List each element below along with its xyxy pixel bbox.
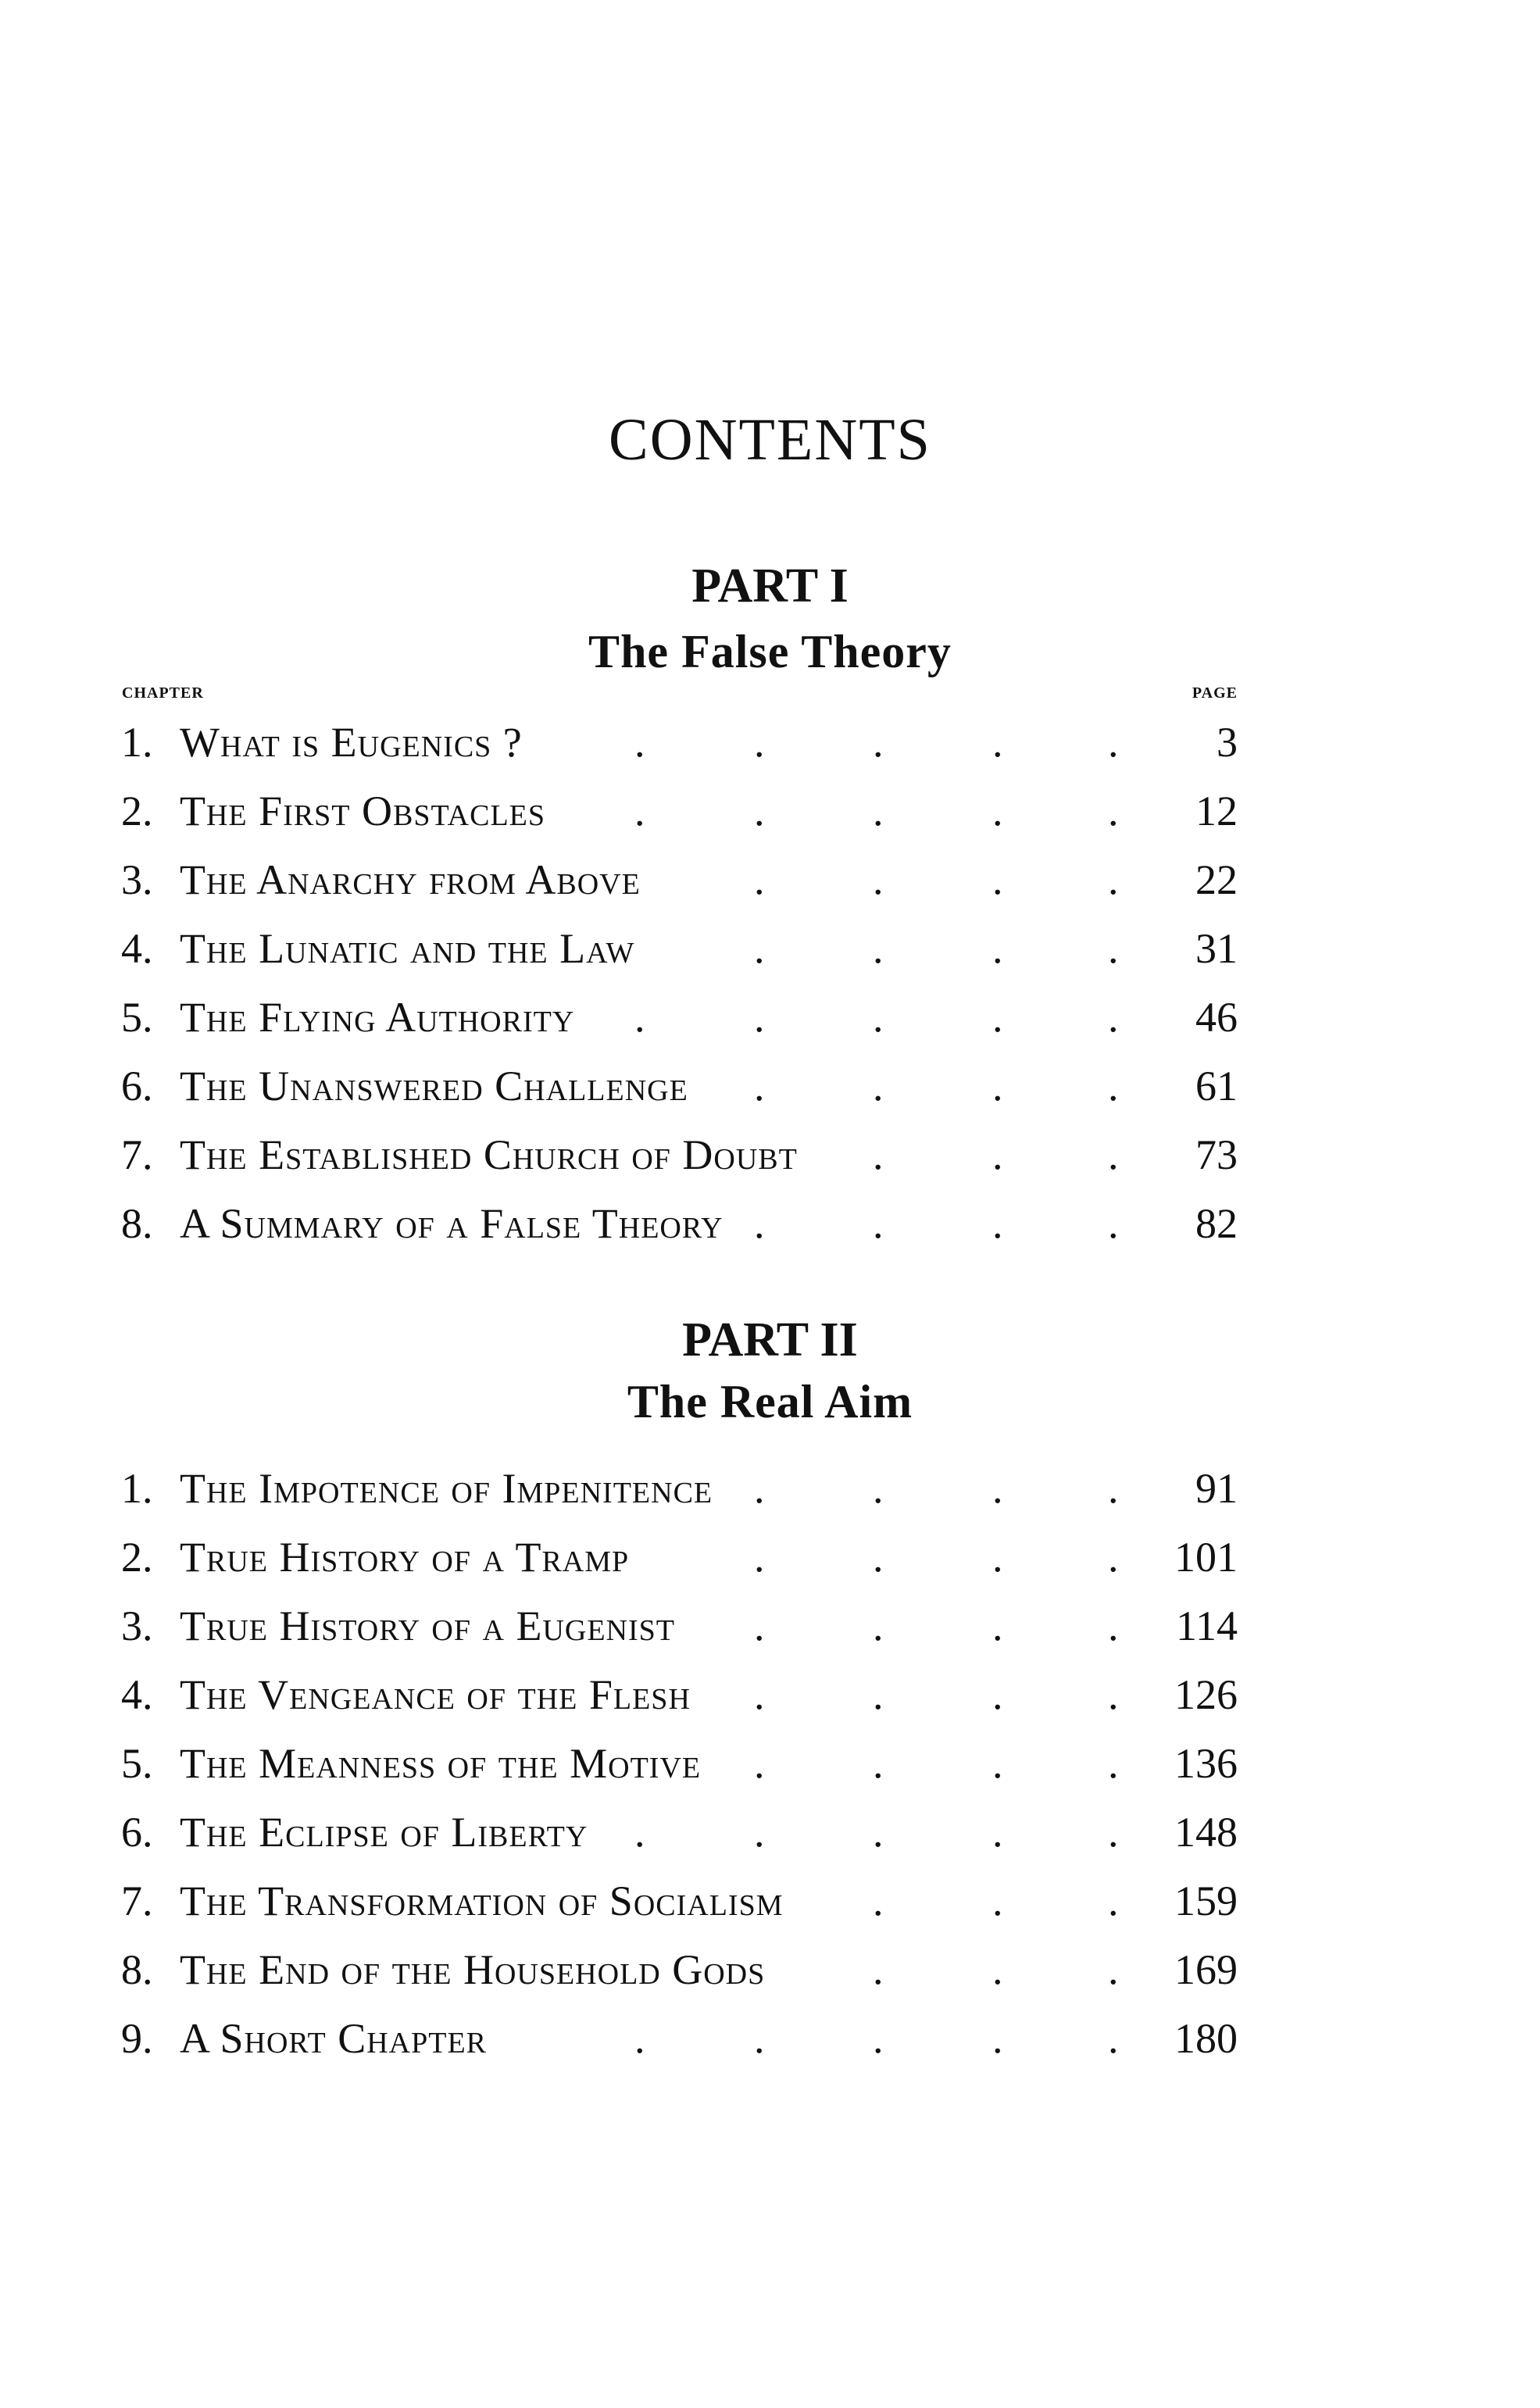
dot-leader: .	[992, 856, 1003, 903]
dot-leader: .	[873, 1877, 884, 1924]
dot-leader: .	[1108, 1534, 1119, 1581]
dot-leader: .	[992, 1131, 1003, 1178]
dot-leader: .	[873, 1534, 884, 1581]
dot-leader: .	[1108, 1877, 1119, 1924]
chapter-title: The Meanness of the Motive	[180, 1740, 702, 1787]
dot-leader: .	[992, 1200, 1003, 1247]
chapter-title: A Summary of a False Theory	[180, 1200, 724, 1247]
toc-entry[interactable]	[0, 1736, 1540, 1791]
chapter-title: The Flying Authority	[180, 994, 575, 1041]
dot-leader: .	[634, 788, 645, 834]
dot-leader: .	[992, 788, 1003, 834]
page-number: 46	[1195, 994, 1238, 1041]
dot-leader: .	[1108, 1740, 1119, 1787]
chapter-title: The Impotence of Impenitence	[180, 1465, 713, 1512]
page-number: 31	[1195, 925, 1238, 972]
page-number: 22	[1195, 856, 1238, 903]
dot-leader: .	[873, 719, 884, 766]
page-number: 136	[1174, 1740, 1238, 1787]
part-2-subtitle: The Real Aim	[627, 1376, 913, 1427]
chapter-number: 1.	[121, 1465, 153, 1512]
dot-leader: .	[754, 719, 765, 766]
dot-leader: .	[1108, 1465, 1119, 1512]
dot-leader: .	[754, 994, 765, 1041]
part-1-subtitle: The False Theory	[588, 626, 952, 677]
dot-leader: .	[1108, 994, 1119, 1041]
chapter-number: 5.	[121, 994, 153, 1041]
page-number: 180	[1174, 2015, 1238, 2062]
dot-leader: .	[1108, 1602, 1119, 1649]
chapter-number: 8.	[121, 1946, 153, 1993]
toc-entry[interactable]	[0, 1127, 1540, 1182]
dot-leader: .	[873, 856, 884, 903]
toc-entry[interactable]	[0, 1667, 1540, 1722]
dot-leader: .	[754, 1534, 765, 1581]
page-number: 91	[1195, 1465, 1238, 1512]
chapter-number: 7.	[121, 1131, 153, 1178]
dot-leader: .	[992, 719, 1003, 766]
dot-leader: .	[1108, 1131, 1119, 1178]
dot-leader: .	[754, 1465, 765, 1512]
page-number: 114	[1176, 1602, 1238, 1649]
page-number: 61	[1195, 1063, 1238, 1109]
dot-leader: .	[992, 994, 1003, 1041]
dot-leader: .	[634, 1809, 645, 1856]
chapter-number: 2.	[121, 1534, 153, 1581]
dot-leader: .	[992, 1465, 1003, 1512]
dot-leader: .	[1108, 1200, 1119, 1247]
chapter-number: 4.	[121, 925, 153, 972]
toc-entry[interactable]	[0, 1196, 1540, 1251]
dot-leader: .	[992, 1809, 1003, 1856]
dot-leader: .	[873, 1063, 884, 1109]
part-2-heading: PART II	[682, 1313, 858, 1367]
toc-entry[interactable]	[0, 1874, 1540, 1928]
dot-leader: .	[992, 1534, 1003, 1581]
page-number: 3	[1217, 719, 1238, 766]
chapter-number: 3.	[121, 856, 153, 903]
dot-leader: .	[992, 2015, 1003, 2062]
dot-leader: .	[873, 1740, 884, 1787]
dot-leader: .	[873, 1671, 884, 1718]
chapter-title: The Unanswered Challenge	[180, 1063, 688, 1109]
chapter-number: 1.	[121, 719, 153, 766]
chapter-title: The Transformation of Socialism	[180, 1877, 784, 1924]
page-number: 148	[1174, 1809, 1238, 1856]
dot-leader: .	[873, 1465, 884, 1512]
dot-leader: .	[992, 925, 1003, 972]
dot-leader: .	[992, 1946, 1003, 1993]
dot-leader: .	[634, 994, 645, 1041]
dot-leader: .	[992, 1602, 1003, 1649]
dot-leader: .	[1108, 1946, 1119, 1993]
dot-leader: .	[754, 788, 765, 834]
dot-leader: .	[873, 788, 884, 834]
chapter-number: 4.	[121, 1671, 153, 1718]
toc-entry[interactable]	[0, 784, 1540, 838]
toc-entry[interactable]	[0, 1805, 1540, 1860]
page-title: CONTENTS	[609, 407, 931, 473]
page-number: 12	[1195, 788, 1238, 834]
page-number: 101	[1174, 1534, 1238, 1581]
chapter-column-label: CHAPTER	[122, 684, 204, 702]
dot-leader: .	[1108, 856, 1119, 903]
page-number: 82	[1195, 1200, 1238, 1247]
chapter-title: The Eclipse of Liberty	[180, 1809, 588, 1856]
chapter-title: The Established Church of Doubt	[180, 1131, 798, 1178]
dot-leader: .	[754, 1740, 765, 1787]
dot-leader: .	[873, 2015, 884, 2062]
dot-leader: .	[873, 1200, 884, 1247]
dot-leader: .	[992, 1740, 1003, 1787]
toc-entry[interactable]	[0, 1059, 1540, 1113]
toc-entry[interactable]	[0, 990, 1540, 1045]
dot-leader: .	[992, 1671, 1003, 1718]
toc-entry[interactable]	[0, 715, 1540, 770]
chapter-title: What is Eugenics ?	[180, 719, 523, 766]
page-column-label: PAGE	[1192, 684, 1238, 702]
toc-entry[interactable]	[0, 921, 1540, 976]
toc-entry[interactable]	[0, 1599, 1540, 1653]
dot-leader: .	[1108, 1671, 1119, 1718]
toc-entry[interactable]	[0, 2011, 1540, 2066]
chapter-number: 6.	[121, 1063, 153, 1109]
chapter-title: The First Obstacles	[180, 788, 546, 834]
chapter-number: 5.	[121, 1740, 153, 1787]
dot-leader: .	[754, 856, 765, 903]
dot-leader: .	[992, 1063, 1003, 1109]
dot-leader: .	[873, 994, 884, 1041]
part-1-heading: PART I	[691, 559, 849, 613]
chapter-title: True History of a Tramp	[180, 1534, 630, 1581]
toc-entry[interactable]	[0, 1461, 1540, 1516]
chapter-number: 7.	[121, 1877, 153, 1924]
dot-leader: .	[634, 2015, 645, 2062]
toc-entry[interactable]	[0, 1530, 1540, 1584]
toc-entry[interactable]	[0, 852, 1540, 907]
dot-leader: .	[873, 925, 884, 972]
chapter-title: The Lunatic and the Law	[180, 925, 635, 972]
dot-leader: .	[1108, 925, 1119, 972]
page-number: 73	[1195, 1131, 1238, 1178]
dot-leader: .	[754, 1671, 765, 1718]
dot-leader: .	[1108, 1809, 1119, 1856]
dot-leader: .	[1108, 719, 1119, 766]
page-number: 169	[1174, 1946, 1238, 1993]
toc-entry[interactable]	[0, 1942, 1540, 1997]
page-number: 159	[1174, 1877, 1238, 1924]
dot-leader: .	[873, 1809, 884, 1856]
chapter-title: The Vengeance of the Flesh	[180, 1671, 691, 1718]
chapter-title: The End of the Household Gods	[180, 1946, 766, 1993]
dot-leader: .	[754, 1809, 765, 1856]
dot-leader: .	[634, 719, 645, 766]
dot-leader: .	[1108, 1063, 1119, 1109]
chapter-number: 2.	[121, 788, 153, 834]
chapter-title: True History of a Eugenist	[180, 1602, 675, 1649]
chapter-number: 8.	[121, 1200, 153, 1247]
dot-leader: .	[873, 1946, 884, 1993]
dot-leader: .	[754, 1200, 765, 1247]
dot-leader: .	[873, 1131, 884, 1178]
dot-leader: .	[754, 1602, 765, 1649]
chapter-number: 9.	[121, 2015, 153, 2062]
dot-leader: .	[754, 925, 765, 972]
chapter-number: 6.	[121, 1809, 153, 1856]
page-number: 126	[1174, 1671, 1238, 1718]
dot-leader: .	[754, 1063, 765, 1109]
dot-leader: .	[1108, 788, 1119, 834]
dot-leader: .	[992, 1877, 1003, 1924]
chapter-title: A Short Chapter	[180, 2015, 488, 2062]
chapter-title: The Anarchy from Above	[180, 856, 641, 903]
dot-leader: .	[754, 2015, 765, 2062]
chapter-number: 3.	[121, 1602, 153, 1649]
dot-leader: .	[1108, 2015, 1119, 2062]
dot-leader: .	[873, 1602, 884, 1649]
